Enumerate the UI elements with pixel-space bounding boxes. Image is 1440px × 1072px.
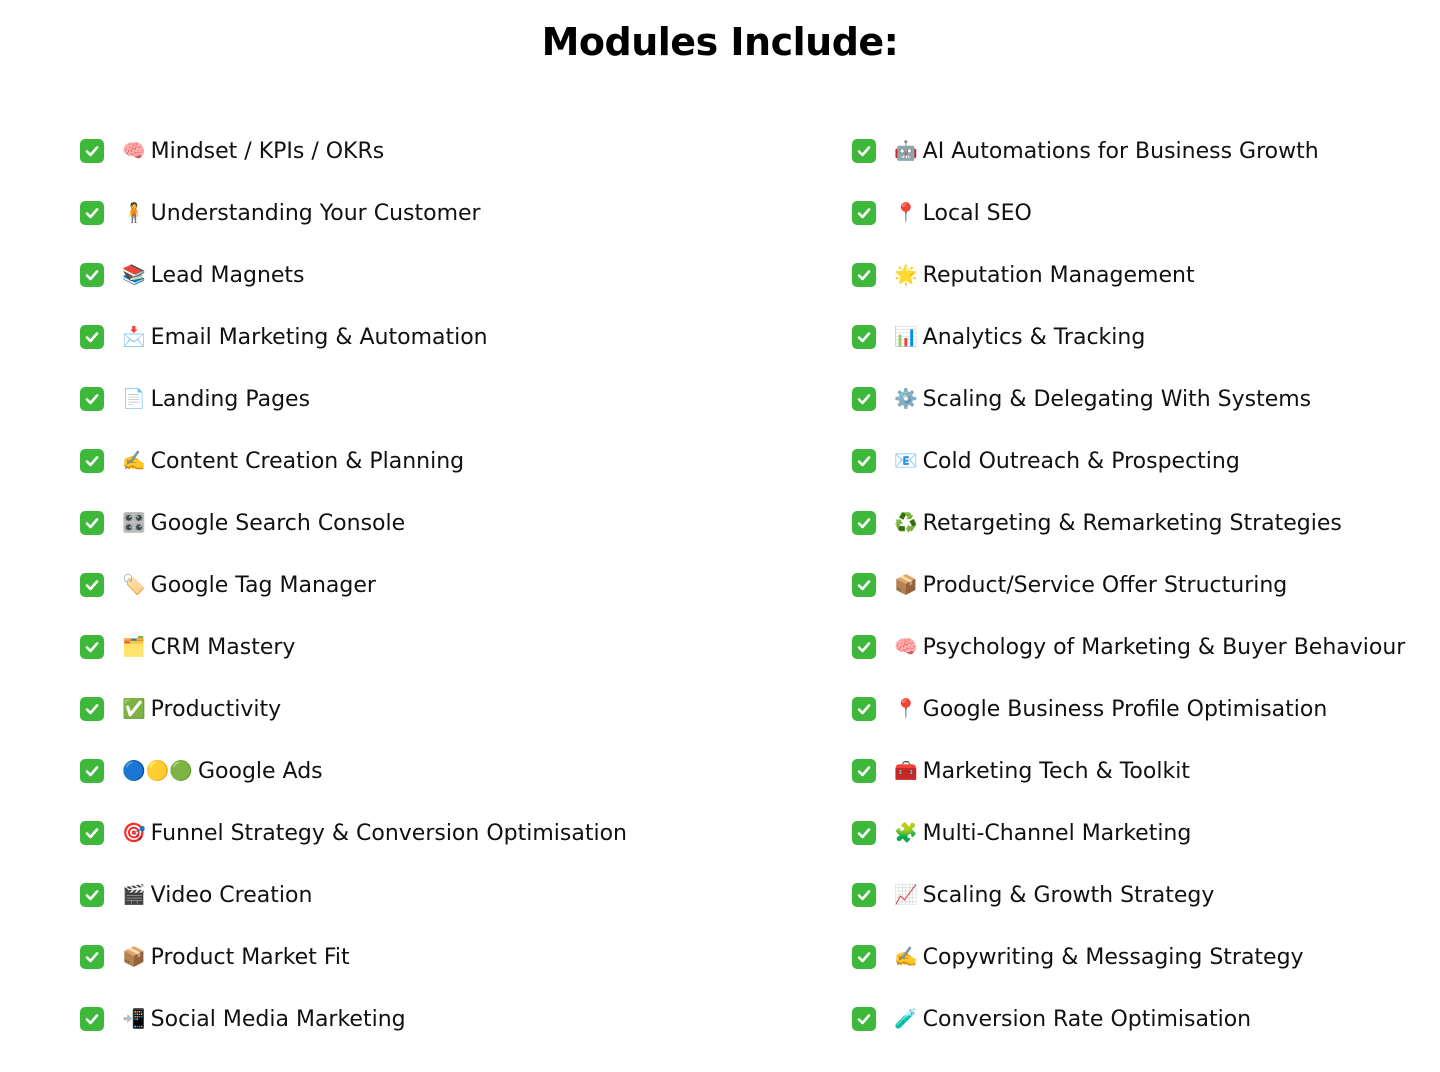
- module-label: Multi-Channel Marketing: [922, 820, 1192, 846]
- module-label: Scaling & Growth Strategy: [922, 882, 1215, 908]
- module-item: [852, 244, 1405, 306]
- checkmark-icon: [852, 573, 876, 597]
- checkmark-icon: [80, 325, 104, 349]
- module-emoji-icon: 🎯: [122, 821, 146, 844]
- module-emoji-icon: 📄: [122, 387, 146, 410]
- checkmark-icon: [852, 511, 876, 535]
- module-item: [852, 554, 1405, 616]
- module-item: [80, 554, 627, 616]
- checkmark-icon: [80, 387, 104, 411]
- module-emoji-icon: 🎛️: [122, 511, 146, 534]
- module-label: Product/Service Offer Structuring: [922, 572, 1288, 598]
- module-item: [852, 492, 1405, 554]
- module-item: [80, 368, 627, 430]
- module-item: [852, 988, 1405, 1050]
- module-emoji-icon: 🧩: [894, 821, 918, 844]
- module-label: Cold Outreach & Prospecting: [922, 448, 1240, 474]
- module-item: [80, 926, 627, 988]
- checkmark-icon: [852, 449, 876, 473]
- module-item: [80, 492, 627, 554]
- module-label: Google Ads: [197, 758, 323, 784]
- module-emoji-icon: 📍: [894, 697, 918, 720]
- module-emoji-icon: 📦: [122, 945, 146, 968]
- module-item: [80, 182, 627, 244]
- module-emoji-icon: 🤖: [894, 139, 918, 162]
- module-emoji-icon: ⚙️: [894, 387, 918, 410]
- module-emoji-icon: 🧠: [894, 635, 918, 658]
- module-item: [852, 182, 1405, 244]
- checkmark-icon: [80, 697, 104, 721]
- checkmark-icon: [852, 697, 876, 721]
- checkmark-icon: [852, 263, 876, 287]
- checkmark-icon: [852, 945, 876, 969]
- checkmark-icon: [852, 759, 876, 783]
- checkmark-icon: [80, 759, 104, 783]
- module-emoji-icon: 🧰: [894, 759, 918, 782]
- module-item: [852, 616, 1405, 678]
- module-emoji-icon: 🏷️: [122, 573, 146, 596]
- module-emoji-icon: 🧍: [122, 201, 146, 224]
- module-item: [852, 430, 1405, 492]
- module-item: [852, 740, 1405, 802]
- module-emoji-icon: ✅: [122, 697, 146, 720]
- module-item: [80, 864, 627, 926]
- module-label: Google Business Profile Optimisation: [922, 696, 1328, 722]
- checkmark-icon: [80, 573, 104, 597]
- checkmark-icon: [80, 449, 104, 473]
- module-label: Landing Pages: [150, 386, 311, 412]
- module-label: Lead Magnets: [150, 262, 305, 288]
- module-label: Retargeting & Remarketing Strategies: [922, 510, 1342, 536]
- module-label: Psychology of Marketing & Buyer Behaviour: [922, 634, 1406, 660]
- module-emoji-icon: ✍️: [122, 449, 146, 472]
- module-label: Scaling & Delegating With Systems: [922, 386, 1312, 412]
- checkmark-icon: [852, 387, 876, 411]
- page-title: Modules Include:: [541, 20, 899, 64]
- modules-list-left: [80, 120, 627, 1050]
- checkmark-icon: [852, 139, 876, 163]
- module-emoji-icon: 🗂️: [122, 635, 146, 658]
- checkmark-icon: [80, 1007, 104, 1031]
- checkmark-icon: [852, 883, 876, 907]
- module-label: Productivity: [150, 696, 282, 722]
- module-emoji-icon: ✍️: [894, 945, 918, 968]
- module-emoji-icon: 🧠: [122, 139, 146, 162]
- module-label: Local SEO: [922, 200, 1032, 226]
- module-label: CRM Mastery: [150, 634, 296, 660]
- module-emoji-icon: 📈: [894, 883, 918, 906]
- module-label: Marketing Tech & Toolkit: [922, 758, 1190, 784]
- module-emoji-icon: 🧪: [894, 1007, 918, 1030]
- module-item: [80, 988, 627, 1050]
- checkmark-icon: [80, 139, 104, 163]
- module-label: Conversion Rate Optimisation: [922, 1006, 1252, 1032]
- module-emoji-icon: 📦: [894, 573, 918, 596]
- module-emoji-icon: 📍: [894, 201, 918, 224]
- module-label: Social Media Marketing: [150, 1006, 406, 1032]
- checkmark-icon: [852, 635, 876, 659]
- module-label: Video Creation: [150, 882, 313, 908]
- module-item: [80, 244, 627, 306]
- module-emoji-icon: 📧: [894, 449, 918, 472]
- module-item: [852, 306, 1405, 368]
- module-item: [80, 740, 627, 802]
- checkmark-icon: [80, 635, 104, 659]
- module-item: [852, 368, 1405, 430]
- checkmark-icon: [852, 821, 876, 845]
- module-label: Reputation Management: [922, 262, 1195, 288]
- module-item: [80, 616, 627, 678]
- module-label: Analytics & Tracking: [922, 324, 1146, 350]
- module-label: Product Market Fit: [150, 944, 350, 970]
- module-emoji-icon: 📚: [122, 263, 146, 286]
- module-emoji-icon: 🔵🟡🟢: [122, 759, 193, 782]
- module-item: [852, 802, 1405, 864]
- module-emoji-icon: 📊: [894, 325, 918, 348]
- module-item: [852, 926, 1405, 988]
- checkmark-icon: [852, 1007, 876, 1031]
- checkmark-icon: [80, 883, 104, 907]
- module-label: Mindset / KPIs / OKRs: [150, 138, 385, 164]
- module-label: Copywriting & Messaging Strategy: [922, 944, 1304, 970]
- module-emoji-icon: 📩: [122, 325, 146, 348]
- module-label: Google Tag Manager: [150, 572, 376, 598]
- module-emoji-icon: 🌟: [894, 263, 918, 286]
- module-emoji-icon: 📲: [122, 1007, 146, 1030]
- module-label: AI Automations for Business Growth: [922, 138, 1319, 164]
- module-label: Email Marketing & Automation: [150, 324, 488, 350]
- module-item: [852, 120, 1405, 182]
- checkmark-icon: [80, 821, 104, 845]
- checkmark-icon: [80, 201, 104, 225]
- checkmark-icon: [80, 511, 104, 535]
- module-item: [80, 306, 627, 368]
- module-label: Google Search Console: [150, 510, 406, 536]
- module-emoji-icon: 🎬: [122, 883, 146, 906]
- module-item: [80, 120, 627, 182]
- module-item: [80, 430, 627, 492]
- module-item: [80, 802, 627, 864]
- module-emoji-icon: ♻️: [894, 511, 918, 534]
- modules-list-right: [852, 120, 1405, 1050]
- module-item: [852, 678, 1405, 740]
- checkmark-icon: [80, 263, 104, 287]
- checkmark-icon: [852, 201, 876, 225]
- module-item: [80, 678, 627, 740]
- module-label: Funnel Strategy & Conversion Optimisation: [150, 820, 627, 846]
- module-label: Understanding Your Customer: [150, 200, 481, 226]
- module-label: Content Creation & Planning: [150, 448, 465, 474]
- module-item: [852, 864, 1405, 926]
- checkmark-icon: [852, 325, 876, 349]
- checkmark-icon: [80, 945, 104, 969]
